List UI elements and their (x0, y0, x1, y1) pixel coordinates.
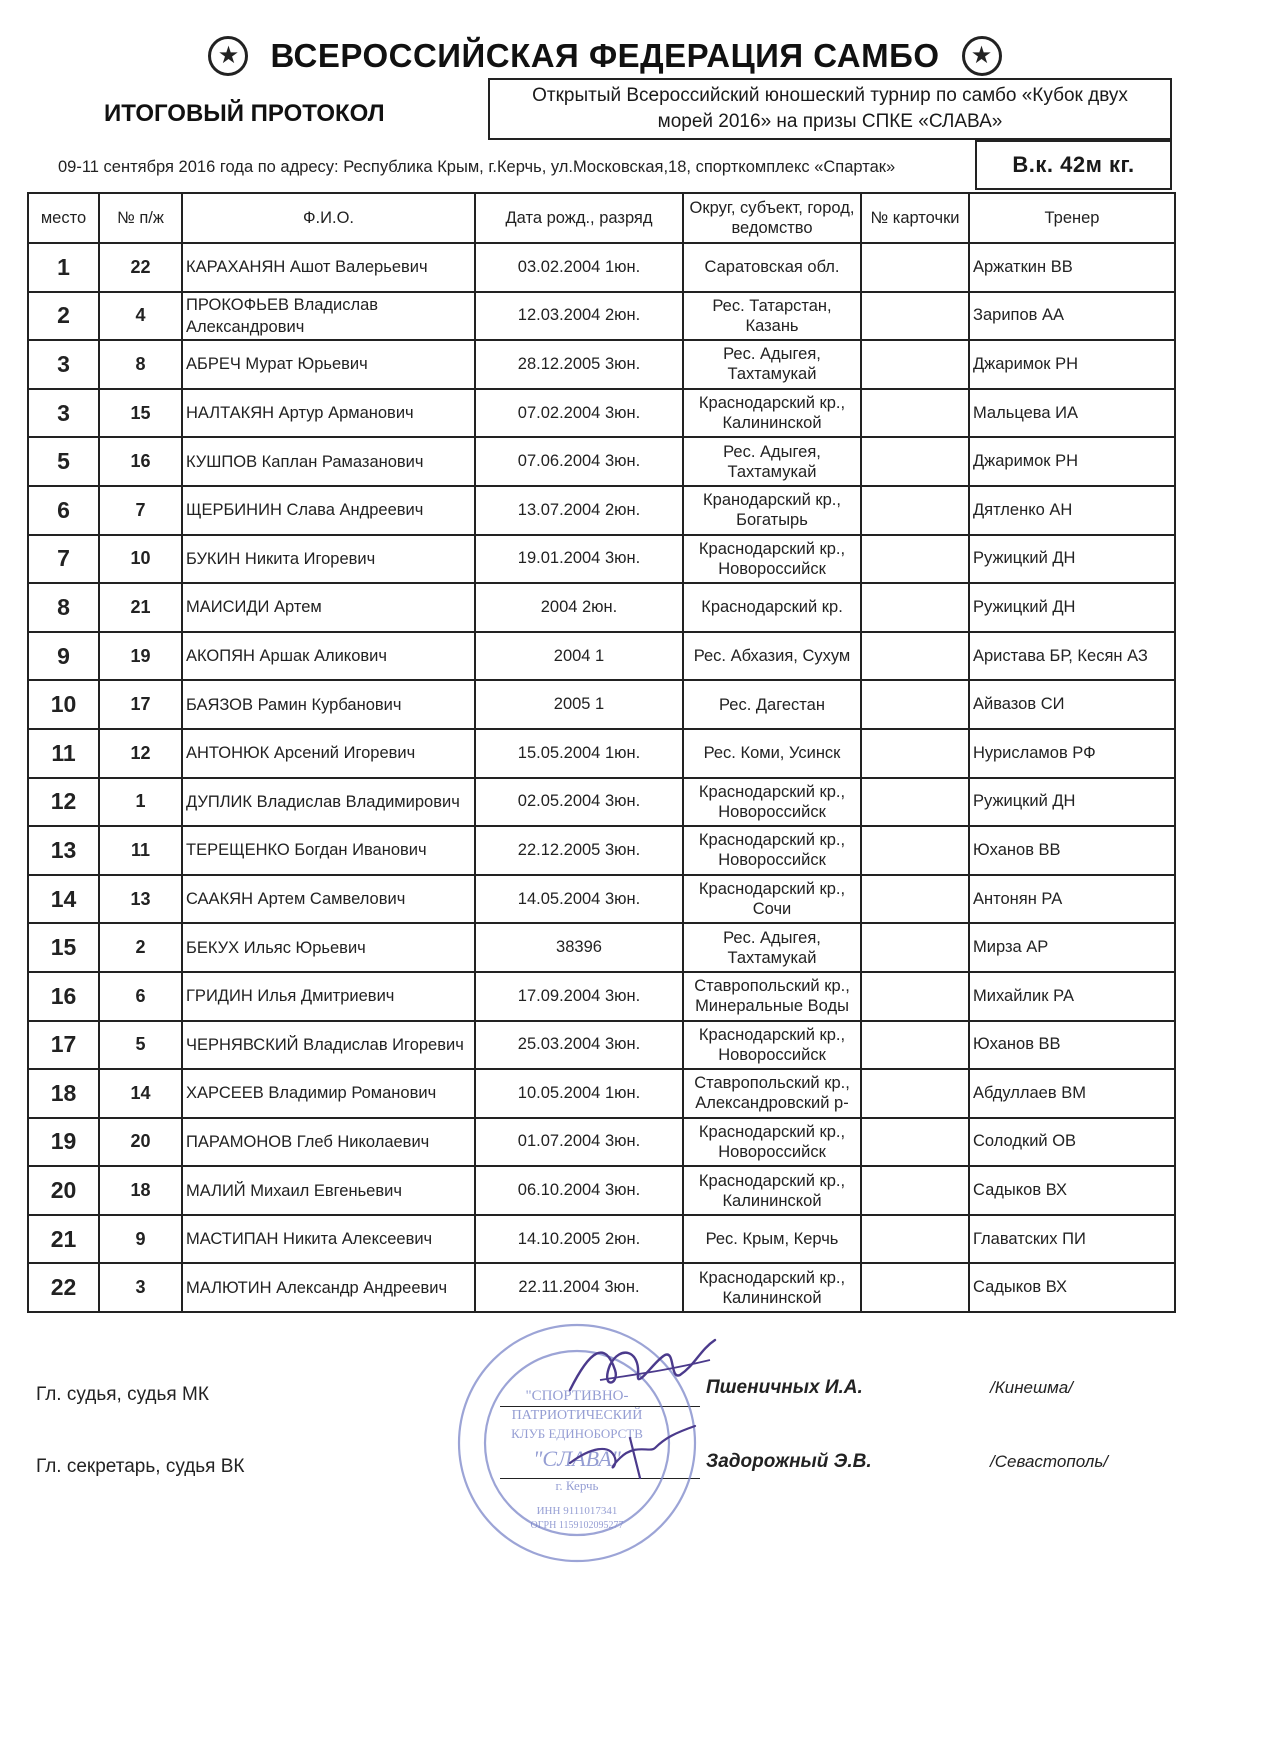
cell-name: МАСТИПАН Никита Алексеевич (182, 1215, 475, 1264)
cell-dob: 28.12.2005 3юн. (475, 340, 683, 389)
cell-name: ТЕРЕЩЕНКО Богдан Иванович (182, 826, 475, 875)
cell-region: Рес. Коми, Усинск (683, 729, 861, 778)
col-header-card: № карточки (861, 193, 969, 243)
cell-place: 8 (28, 583, 99, 632)
cell-region: Краснодарский кр. (683, 583, 861, 632)
cell-coach: Нурисламов РФ (969, 729, 1175, 778)
cell-place: 18 (28, 1069, 99, 1118)
cell-name: ГРИДИН Илья Дмитриевич (182, 972, 475, 1021)
table-row (28, 826, 1175, 875)
cell-num: 22 (99, 243, 182, 292)
table-row (28, 535, 1175, 584)
cell-place: 10 (28, 680, 99, 729)
cell-num: 16 (99, 437, 182, 486)
cell-num: 13 (99, 875, 182, 924)
cell-dob: 38396 (475, 923, 683, 972)
chief-judge-signature (560, 1330, 730, 1410)
results-body (28, 243, 1175, 1312)
cell-coach: Аристава БР, Кесян АЗ (969, 632, 1175, 681)
cell-region: Краснодарский кр., Новороссийск (683, 535, 861, 584)
cell-coach: Зарипов АА (969, 292, 1175, 341)
cell-name: КАРАХАНЯН Ашот Валерьевич (182, 243, 475, 292)
cell-card (861, 583, 969, 632)
cell-coach: Юханов ВВ (969, 1021, 1175, 1070)
table-row (28, 583, 1175, 632)
cell-region: Краснодарский кр., Калининской (683, 1166, 861, 1215)
cell-num: 20 (99, 1118, 182, 1167)
cell-card (861, 243, 969, 292)
cell-coach: Садыков ВХ (969, 1263, 1175, 1312)
cell-region: Рес. Адыгея, Тахтамукай (683, 437, 861, 486)
cell-dob: 25.03.2004 3юн. (475, 1021, 683, 1070)
cell-place: 19 (28, 1118, 99, 1167)
table-row (28, 632, 1175, 681)
cell-num: 11 (99, 826, 182, 875)
table-row (28, 875, 1175, 924)
cell-dob: 03.02.2004 1юн. (475, 243, 683, 292)
chief-judge-role: Гл. судья, судья МК (36, 1384, 209, 1405)
chief-secretary-city: /Севастополь/ (990, 1452, 1109, 1471)
col-header-place: место (28, 193, 99, 243)
cell-coach: Юханов ВВ (969, 826, 1175, 875)
cell-name: БУКИН Никита Игоревич (182, 535, 475, 584)
cell-card (861, 632, 969, 681)
chief-secretary-signature (560, 1418, 710, 1488)
cell-name: ХАРСЕЕВ Владимир Романович (182, 1069, 475, 1118)
cell-dob: 06.10.2004 3юн. (475, 1166, 683, 1215)
cell-dob: 22.11.2004 3юн. (475, 1263, 683, 1312)
federation-title: ВСЕРОССИЙСКАЯ ФЕДЕРАЦИЯ САМБО (270, 37, 940, 74)
cell-num: 14 (99, 1069, 182, 1118)
cell-coach: Михайлик РА (969, 972, 1175, 1021)
results-table (27, 192, 1176, 1313)
cell-name: БАЯЗОВ Рамин Курбанович (182, 680, 475, 729)
cell-place: 14 (28, 875, 99, 924)
cell-region: Ставропольский кр., Минеральные Воды (683, 972, 861, 1021)
table-row (28, 243, 1175, 292)
cell-name: АНТОНЮК Арсений Игоревич (182, 729, 475, 778)
cell-dob: 01.07.2004 3юн. (475, 1118, 683, 1167)
cell-card (861, 1263, 969, 1312)
cell-place: 16 (28, 972, 99, 1021)
cell-dob: 10.05.2004 1юн. (475, 1069, 683, 1118)
cell-coach: Джаримок РН (969, 437, 1175, 486)
cell-place: 3 (28, 389, 99, 438)
cell-num: 4 (99, 292, 182, 341)
chief-secretary-name: Задорожный Э.В. (706, 1451, 872, 1472)
cell-coach: Абдуллаев ВМ (969, 1069, 1175, 1118)
col-header-number: № п/ж (99, 193, 182, 243)
cell-card (861, 1069, 969, 1118)
cell-place: 20 (28, 1166, 99, 1215)
sambo-emblem-left-icon: ★ (208, 36, 248, 76)
cell-coach: Дятленко АН (969, 486, 1175, 535)
cell-num: 5 (99, 1021, 182, 1070)
cell-card (861, 826, 969, 875)
cell-card (861, 1021, 969, 1070)
cell-coach: Солодкий ОВ (969, 1118, 1175, 1167)
cell-name: БЕКУХ Ильяс Юрьевич (182, 923, 475, 972)
cell-place: 6 (28, 486, 99, 535)
cell-place: 11 (28, 729, 99, 778)
cell-num: 12 (99, 729, 182, 778)
cell-num: 15 (99, 389, 182, 438)
table-row (28, 1118, 1175, 1167)
cell-dob: 2004 1 (475, 632, 683, 681)
cell-card (861, 1166, 969, 1215)
cell-coach: Мирза АР (969, 923, 1175, 972)
cell-num: 2 (99, 923, 182, 972)
stamp-line-5: г. Керчь (555, 1478, 599, 1493)
cell-place: 3 (28, 340, 99, 389)
table-row (28, 1166, 1175, 1215)
cell-place: 5 (28, 437, 99, 486)
cell-num: 8 (99, 340, 182, 389)
cell-coach: Ружицкий ДН (969, 778, 1175, 827)
cell-region: Кранодарский кр., Богатырь (683, 486, 861, 535)
table-row (28, 1069, 1175, 1118)
table-row (28, 778, 1175, 827)
table-row (28, 486, 1175, 535)
tournament-name: Открытый Всероссийский юношеский турнир по самбо «Кубок двух морей 2016» на призы СПКЕ «СЛАВА» (488, 78, 1172, 140)
cell-num: 21 (99, 583, 182, 632)
cell-dob: 22.12.2005 3юн. (475, 826, 683, 875)
stamp-line-3: КЛУБ ЕДИНОБОРСТВ (511, 1426, 643, 1441)
cell-dob: 14.10.2005 2юн. (475, 1215, 683, 1264)
cell-region: Саратовская обл. (683, 243, 861, 292)
table-row (28, 1263, 1175, 1312)
cell-dob: 2004 2юн. (475, 583, 683, 632)
cell-region: Рес. Адыгея, Тахтамукай (683, 923, 861, 972)
cell-num: 1 (99, 778, 182, 827)
stamp-ogrn: ОГРН 1159102095277 (530, 1520, 624, 1531)
cell-card (861, 972, 969, 1021)
cell-num: 7 (99, 486, 182, 535)
cell-place: 1 (28, 243, 99, 292)
table-row (28, 1215, 1175, 1264)
cell-region: Рес. Дагестан (683, 680, 861, 729)
cell-region: Рес. Абхазия, Сухум (683, 632, 861, 681)
cell-name: ЧЕРНЯВСКИЙ Владислав Игоревич (182, 1021, 475, 1070)
cell-card (861, 923, 969, 972)
document-type: ИТОГОВЫЙ ПРОТОКОЛ (104, 100, 385, 127)
cell-card (861, 340, 969, 389)
col-header-name: Ф.И.О. (182, 193, 475, 243)
chief-judge-city: /Кинешма/ (990, 1378, 1073, 1397)
table-row (28, 340, 1175, 389)
sambo-emblem-right-icon: ★ (962, 36, 1002, 76)
event-info: 09-11 сентября 2016 года по адресу: Республика Крым, г.Керчь, ул.Московская,18, спорткомплекс «Спартак» (58, 158, 896, 176)
cell-region: Ставропольский кр., Александровский р- (683, 1069, 861, 1118)
cell-dob: 07.02.2004 3юн. (475, 389, 683, 438)
chief-secretary-role: Гл. секретарь, судья ВК (36, 1456, 245, 1477)
table-row (28, 680, 1175, 729)
cell-region: Краснодарский кр., Новороссийск (683, 1118, 861, 1167)
table-row (28, 389, 1175, 438)
cell-place: 13 (28, 826, 99, 875)
cell-name: ПАРАМОНОВ Глеб Николаевич (182, 1118, 475, 1167)
cell-region: Рес. Татарстан, Казань (683, 292, 861, 341)
cell-coach: Садыков ВХ (969, 1166, 1175, 1215)
cell-name: МАЛИЙ Михаил Евгеньевич (182, 1166, 475, 1215)
cell-card (861, 389, 969, 438)
cell-num: 6 (99, 972, 182, 1021)
table-row (28, 923, 1175, 972)
cell-card (861, 778, 969, 827)
federation-header (190, 36, 1020, 76)
col-header-coach: Тренер (969, 193, 1175, 243)
cell-num: 9 (99, 1215, 182, 1264)
cell-place: 21 (28, 1215, 99, 1264)
cell-dob: 07.06.2004 3юн. (475, 437, 683, 486)
cell-name: ПРОКОФЬЕВ Владислав Александрович (182, 292, 475, 341)
stamp-inn: ИНН 9111017341 (536, 1505, 618, 1517)
cell-region: Краснодарский кр., Новороссийск (683, 778, 861, 827)
cell-place: 15 (28, 923, 99, 972)
col-header-region: Округ, субъект, город, ведомство (683, 193, 861, 243)
cell-place: 12 (28, 778, 99, 827)
cell-place: 22 (28, 1263, 99, 1312)
stamp-line-4: "СЛАВА" (533, 1446, 621, 1471)
cell-dob: 15.05.2004 1юн. (475, 729, 683, 778)
cell-coach: Айвазов СИ (969, 680, 1175, 729)
cell-region: Краснодарский кр., Новороссийск (683, 826, 861, 875)
cell-coach: Аржаткин ВВ (969, 243, 1175, 292)
cell-card (861, 486, 969, 535)
cell-name: ДУПЛИК Владислав Владимирович (182, 778, 475, 827)
table-row (28, 972, 1175, 1021)
cell-num: 3 (99, 1263, 182, 1312)
cell-dob: 02.05.2004 3юн. (475, 778, 683, 827)
cell-region: Краснодарский кр., Сочи (683, 875, 861, 924)
cell-num: 10 (99, 535, 182, 584)
cell-dob: 12.03.2004 2юн. (475, 292, 683, 341)
cell-coach: Ружицкий ДН (969, 583, 1175, 632)
cell-region: Рес. Крым, Керчь (683, 1215, 861, 1264)
weight-class: В.к. 42м кг. (975, 140, 1172, 190)
cell-dob: 17.09.2004 3юн. (475, 972, 683, 1021)
cell-name: АКОПЯН Аршак Аликович (182, 632, 475, 681)
cell-name: МАЛЮТИН Александр Андреевич (182, 1263, 475, 1312)
cell-dob: 14.05.2004 3юн. (475, 875, 683, 924)
cell-coach: Джаримок РН (969, 340, 1175, 389)
cell-card (861, 437, 969, 486)
cell-coach: Мальцева ИА (969, 389, 1175, 438)
cell-card (861, 1215, 969, 1264)
cell-dob: 13.07.2004 2юн. (475, 486, 683, 535)
cell-place: 9 (28, 632, 99, 681)
cell-card (861, 729, 969, 778)
cell-card (861, 1118, 969, 1167)
cell-region: Краснодарский кр., Новороссийск (683, 1021, 861, 1070)
table-row (28, 292, 1175, 341)
cell-name: ЩЕРБИНИН Слава Андреевич (182, 486, 475, 535)
cell-num: 18 (99, 1166, 182, 1215)
cell-num: 17 (99, 680, 182, 729)
cell-dob: 19.01.2004 3юн. (475, 535, 683, 584)
table-row (28, 729, 1175, 778)
table-header-row (28, 193, 1175, 243)
cell-coach: Главатских ПИ (969, 1215, 1175, 1264)
cell-coach: Антонян РА (969, 875, 1175, 924)
chief-judge-name: Пшеничных И.А. (706, 1377, 863, 1398)
cell-region: Рес. Адыгея, Тахтамукай (683, 340, 861, 389)
cell-name: КУШПОВ Каплан Рамазанович (182, 437, 475, 486)
table-row (28, 1021, 1175, 1070)
cell-card (861, 535, 969, 584)
cell-place: 7 (28, 535, 99, 584)
cell-region: Краснодарский кр., Калининской (683, 389, 861, 438)
cell-name: МАИСИДИ Артем (182, 583, 475, 632)
col-header-dob: Дата рожд., разряд (475, 193, 683, 243)
stamp-line-1: "СПОРТИВНО- (525, 1388, 629, 1404)
cell-card (861, 292, 969, 341)
cell-name: АБРЕЧ Мурат Юрьевич (182, 340, 475, 389)
cell-place: 2 (28, 292, 99, 341)
cell-num: 19 (99, 632, 182, 681)
cell-dob: 2005 1 (475, 680, 683, 729)
cell-place: 17 (28, 1021, 99, 1070)
cell-card (861, 875, 969, 924)
table-row (28, 437, 1175, 486)
cell-region: Краснодарский кр., Калининской (683, 1263, 861, 1312)
cell-name: НАЛТАКЯН Артур Арманович (182, 389, 475, 438)
stamp-line-2: ПАТРИОТИЧЕСКИЙ (511, 1408, 643, 1423)
cell-name: СААКЯН Артем Самвелович (182, 875, 475, 924)
cell-card (861, 680, 969, 729)
cell-coach: Ружицкий ДН (969, 535, 1175, 584)
